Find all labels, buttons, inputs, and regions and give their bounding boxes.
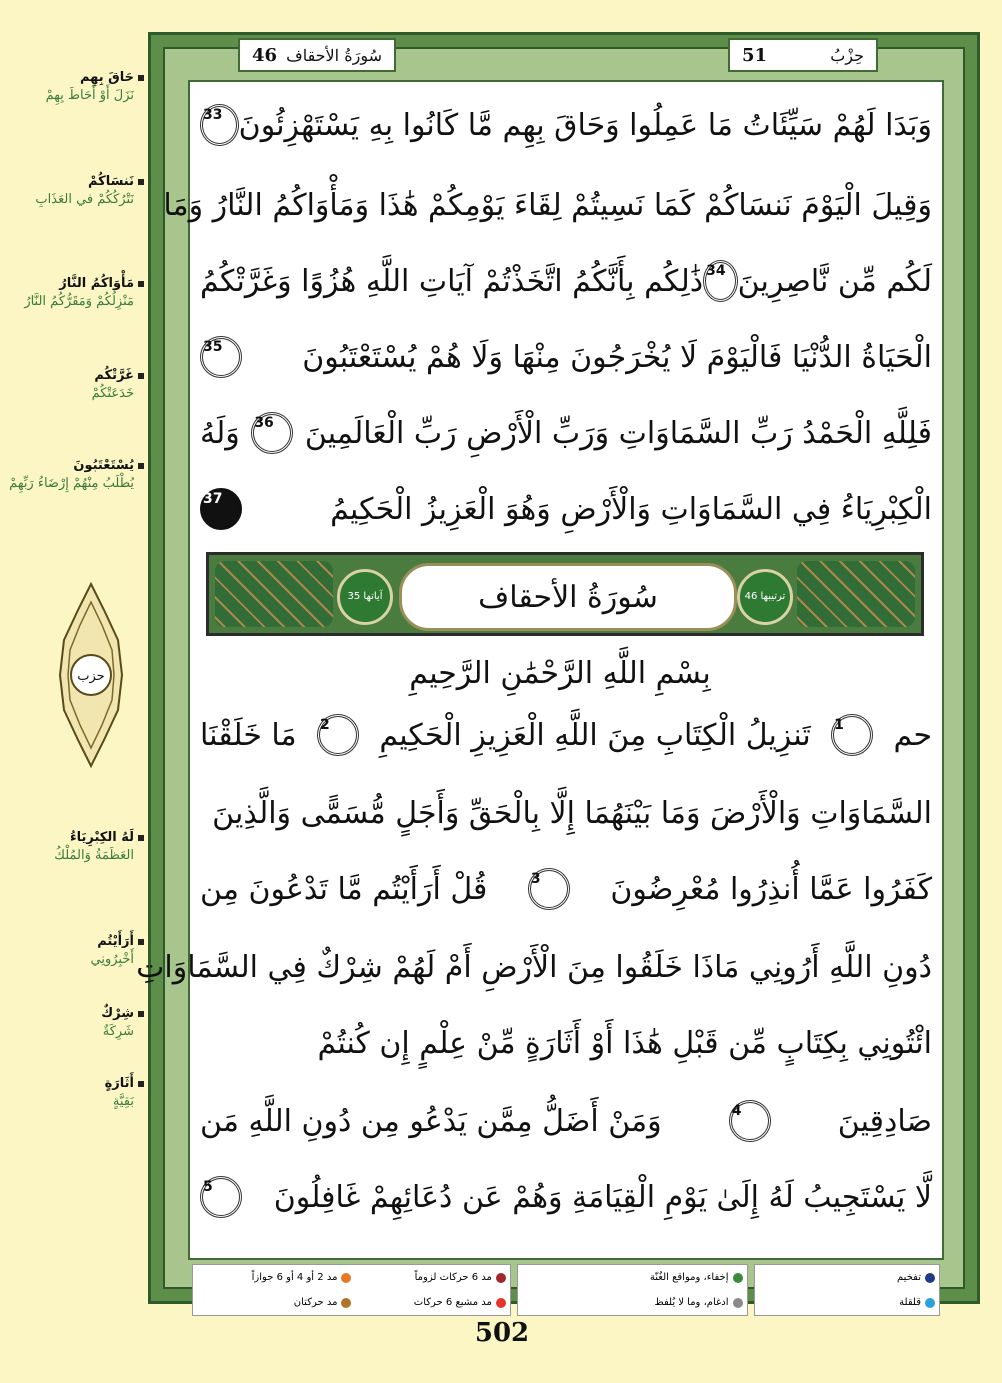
surah-number: 46 [252,44,278,66]
bullet-icon [138,939,144,945]
color-dot-icon [733,1298,743,1308]
color-dot-icon [925,1298,935,1308]
banner-ornament-right [797,561,915,627]
legend-item [197,1272,351,1283]
verse-line [200,398,932,468]
verse-text: كَفَرُوا عَمَّا أُنذِرُوا مُعْرِضُونَ [610,871,932,907]
bullet-icon [138,835,144,841]
glossary-term-text: أَثَارَةٍ [104,1076,134,1091]
hizb-header [728,38,878,72]
verse-text: وَلَهُ [200,415,240,451]
glossary-term [8,1076,144,1091]
legend-ghunna [517,1264,748,1316]
bullet-icon [138,463,144,469]
bullet-icon [138,373,144,379]
verse-text: قُلْ أَرَأَيْتُم مَّا تَدْعُونَ مِن [200,871,488,907]
glossary-term [8,1006,144,1021]
svg-text:حزب: حزب [77,669,105,684]
verse-number-icon: 1 [831,714,873,756]
verse-text: السَّمَاوَاتِ وَالْأَرْضَ وَمَا بَيْنَهُمَا إِلَّا بِالْحَقِّ وَأَجَلٍ مُّسَمًّى وَالَّذِينَ [212,795,932,831]
verse-count-medallion: آياتها 35 [337,569,393,625]
surah-name: سُورَةُ الأحقاف [286,45,382,65]
glossary-definition: نَتْرُكُكُمْ في العَذَابِ [35,192,134,207]
legend-label: مد 6 حركات لزوماً [414,1272,492,1283]
surah-header [238,38,396,72]
glossary-term-text: غَرَّتْكُم [94,368,134,383]
verse-line [200,1086,932,1156]
legend-madd [192,1264,511,1316]
glossary-definition: نَزَلَ أَوْ أَحَاطَ بِهِمْ [45,88,134,103]
verse-text: الْحَيَاةُ الدُّنْيَا فَالْيَوْمَ لَا يُخْرَجُونَ مِنْهَا وَلَا هُمْ يُسْتَعْتَبُونَ [302,339,932,375]
verse-number-icon: 33 [200,104,239,146]
glossary-entry [8,934,144,971]
legend-item [759,1297,936,1308]
verse-number-icon: 34 [703,260,738,302]
glossary-entry [8,1076,144,1113]
legend-label: إخفاء، ومواقع الغُنّة [649,1272,729,1283]
verse-text: لَّا يَسْتَجِيبُ لَهُ إِلَىٰ يَوْمِ الْقِيَامَةِ وَهُمْ عَن دُعَائِهِمْ غَافِلُونَ [273,1179,932,1215]
glossary-entry [8,276,144,313]
glossary-term-text: لَهُ الكِبْرِيَاءُ [70,830,134,845]
glossary-definition: خَدَعَتْكُمْ [91,386,134,401]
hizb-number: 51 [742,44,768,66]
verse-number-icon: 5 [200,1176,242,1218]
verse-text: دُونِ اللَّهِ أَرُونِي مَاذَا خَلَقُوا مِنَ الْأَرْضِ أَمْ لَهُمْ شِرْكٌ فِي السَّمَاوَاتِ [136,949,932,985]
verse-text: لَكُم مِّن نَّاصِرِينَ [737,263,932,299]
bullet-icon [138,75,144,81]
page-number: 502 [474,1318,530,1348]
verse-line [200,246,932,316]
hizb-label: حِزْبُ [830,45,864,65]
glossary-entry [8,174,144,211]
legend-label: مد حركتان [293,1297,338,1308]
verse-line [200,854,932,924]
color-dot-icon [496,1298,506,1308]
glossary-term [8,174,144,189]
legend-item [351,1272,505,1283]
glossary-entry [8,458,144,495]
verse-line [200,90,932,160]
verse-text: مَا خَلَقْنَا [200,717,297,753]
glossary-term-text: حَاقَ بِهِم [79,70,134,85]
verse-line [200,700,932,770]
legend-label: ادغام، وما لا يُلفظ [654,1297,729,1308]
verse-line [200,1008,932,1078]
tajweed-legend [192,1264,940,1316]
glossary-term [8,276,144,291]
basmala: بِسْمِ اللَّهِ الرَّحْمَٰنِ الرَّحِيمِ [409,656,711,691]
glossary-definition: العَظَمَةُ وَالمُلْكُ [54,848,134,863]
legend-item [351,1297,505,1308]
bullet-icon [138,281,144,287]
verse-line [200,322,932,392]
glossary-entry [8,70,144,107]
legend-tafkheem [754,1264,941,1316]
verse-number-icon: 37 [200,488,242,530]
verse-text: حم [893,717,932,753]
verse-text: وَقِيلَ الْيَوْمَ نَنسَاكُمْ كَمَا نَسِيتُمْ لِقَاءَ يَوْمِكُمْ هَٰذَا وَمَأْوَاكُمُ النَّارُ وَمَا [163,187,932,223]
glossary-term [8,830,144,845]
verse-text: صَادِقِينَ [837,1103,932,1139]
legend-item [522,1272,743,1283]
banner-ornament-left [215,561,333,627]
verse-number-icon: 4 [729,1100,771,1142]
verse-number-icon: 2 [317,714,359,756]
verse-line [200,474,932,544]
surah-banner [206,552,924,636]
verse-text: فَلِلَّهِ الْحَمْدُ رَبِّ السَّمَاوَاتِ وَرَبِّ الْأَرْضِ رَبِّ الْعَالَمِينَ [304,415,932,451]
glossary-term [8,368,144,383]
glossary-definition: شَرِكَةٌ [102,1024,134,1039]
glossary-term-text: نَنسَاكُمْ [87,174,134,189]
glossary-definition: يُطْلَبُ مِنْهُمْ إِرْضَاءُ رَبِّهِمْ [9,476,134,491]
verse-line [200,778,932,848]
legend-item [522,1297,743,1308]
bullet-icon [138,1011,144,1017]
glossary-entry [8,368,144,405]
verse-line [163,170,932,240]
glossary-term [8,934,144,949]
verse-text: ائْتُونِي بِكِتَابٍ مِّن قَبْلِ هَٰذَا أَوْ أَثَارَةٍ مِّنْ عِلْمٍ إِن كُنتُمْ [317,1025,932,1061]
verse-number-icon: 35 [200,336,242,378]
glossary-definition: مَنْزِلُكُمْ وَمَقَرُّكُمُ النَّارُ [24,294,134,309]
glossary-term-text: يُسْتَعْتَبُونَ [73,458,134,473]
verse-number-icon: 36 [251,412,293,454]
legend-label: مد مشبع 6 حركات [413,1297,492,1308]
glossary-term [8,458,144,473]
glossary-term-text: شِرْكٌ [101,1006,134,1021]
bullet-icon [138,179,144,185]
glossary-term [8,70,144,85]
verse-line [200,1162,932,1232]
glossary-entry [8,1006,144,1043]
hizb-ornament [56,580,126,770]
legend-label: تفخيم [897,1272,921,1283]
color-dot-icon [496,1273,506,1283]
verse-number-icon: 3 [528,868,570,910]
legend-label: مد 2 أو 4 أو 6 جوازاً [251,1272,338,1283]
color-dot-icon [925,1273,935,1283]
glossary-definition: بَقِيَّةٍ [112,1094,134,1109]
legend-label: قلقلة [899,1297,921,1308]
bullet-icon [138,1081,144,1087]
legend-item [197,1297,351,1308]
color-dot-icon [733,1273,743,1283]
verse-text: وَبَدَا لَهُمْ سَيِّئَاتُ مَا عَمِلُوا وَحَاقَ بِهِم مَّا كَانُوا بِهِ يَسْتَهْزِئُونَ [238,107,932,143]
glossary-term-text: مَأْوَاكُمُ النَّارُ [59,276,134,291]
verse-text: وَمَنْ أَضَلُّ مِمَّن يَدْعُو مِن دُونِ اللَّهِ مَن [200,1103,662,1139]
verse-line [136,932,932,1002]
color-dot-icon [341,1273,351,1283]
color-dot-icon [341,1298,351,1308]
surah-order-medallion: ترتيبها 46 [737,569,793,625]
glossary-entry [8,830,144,867]
surah-title: سُورَةُ الأحقاف [399,563,737,631]
glossary-definition: أَخْبِرُونِي [90,952,134,967]
verse-text: الْكِبْرِيَاءُ فِي السَّمَاوَاتِ وَالْأَرْضِ وَهُوَ الْعَزِيزُ الْحَكِيمُ [330,491,932,527]
verse-text: تَنزِيلُ الْكِتَابِ مِنَ اللَّهِ الْعَزِيزِ الْحَكِيمِ [379,717,811,753]
legend-item [759,1272,936,1283]
verse-text: ذَٰلِكُم بِأَنَّكُمُ اتَّخَذْتُمْ آيَاتِ اللَّهِ هُزُوًا وَغَرَّتْكُمُ [200,263,704,299]
glossary-term-text: أَرَأَيْتُم [97,934,134,949]
